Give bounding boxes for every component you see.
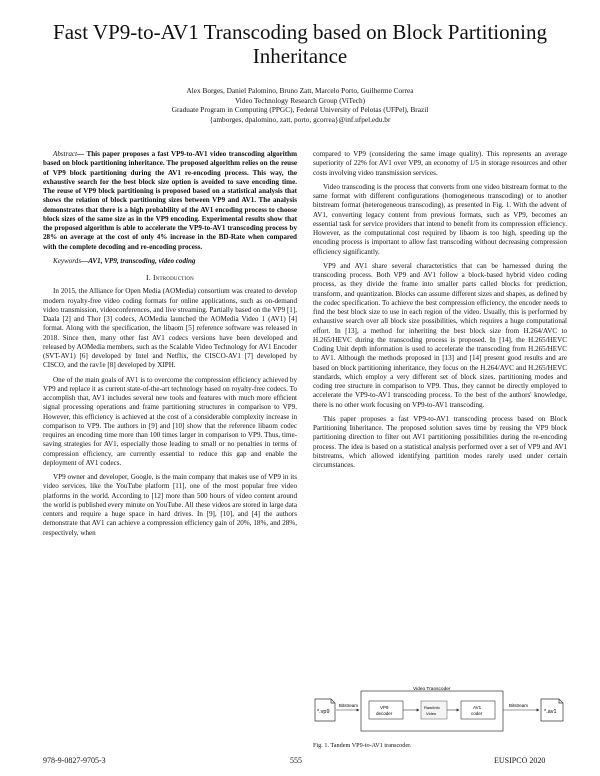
footer-isbn: 978-9-0827-9705-3: [43, 756, 106, 765]
figure-transcoder-diagram: [313, 685, 567, 737]
author-block: [60, 86, 540, 124]
transcoder-title: Video Transcoder: [413, 687, 451, 692]
section-number: I.: [146, 273, 151, 282]
paragraph: One of the main goals of AV1 is to overcome the compression efficiency achieved by VP9 and replace it as current state-of-the-art technology based on royalty-free codecs. To accomplish that, AV1 includes several new tools and features with much more efficient signal processing operations and frame partitioning structures in comparison to VP9. However, this efficiency is achieved at the cost of a considerable complexity increase in comparison to VP9. The authors in [9] and [10] show that the reference libaom codec requires an encoding time more than 100 times larger in comparison to VP9. Thus, time-saving strategies for AV1, especially those leading to small or no penalties in terms of compression efficiency, are currently essential to reduce this gap and enable the deployment of AV1 codecs.: [43, 375, 297, 467]
section-heading: [43, 273, 297, 282]
paper-title: Fast VP9-to-AV1 Transcoding based on Block Partitioning Inheritance: [53, 20, 547, 68]
paragraph: In 2015, the Alliance for Open Media (AOMedia) consortium was created to develop modern royalty-free video coding formats for online applications, such as on-demand video transmission, videoconferences, and live streaming. Partially based on the VP9 [1], Daala [2] and Thor [3] codecs, AOMedia launched the AOMedia Video 1 (AV1) [4] format. Along with the specification, the libaom [5] reference software was released in 2018. Since then, many other fast AV1 codecs versions have been developed and released by AOMedia members, such as the Scalable Video Technology for AV1 Encoder (SVT-AV1) [6] developed by Intel and Netflix, the CISCO-AV1 [7] developed by CISCO, and the rav1e [8] developed by XIPH.: [43, 287, 297, 370]
decoder-line1: VP9: [380, 705, 389, 710]
left-column: [43, 150, 297, 538]
research-group: Video Technology Research Group (ViTech): [234, 95, 366, 105]
abstract: [43, 150, 297, 252]
paragraph: compared to VP9 (considering the same image quality). This represents an average superiority of 22% for AV1 over VP9, an economy of 1/5 in storage resources and other costs involving video transmission services.: [313, 150, 567, 177]
figure-caption: Fig. 1. Tandem VP9-to-AV1 transcoder.: [313, 742, 412, 749]
encoder-line2: coder: [471, 711, 483, 716]
output-file-label: *.av1: [544, 709, 557, 715]
abstract-text: — This paper proposes a fast VP9-to-AV1 video transcoding algorithm based on block partitioning inheritance. The proposed algorithm relies on the reuse of VP9 block partitioning during the AV1 re-encoding process. This way, the exhaustive search for the best block size option is avoided to save encoding time. The reuse of VP9 block partitioning is proposed based on a statistical analysis that shows the relation of block partitioning sizes between VP9 and AV1. The analysis demonstrates that there is a high probability of the AV1 encoding process to choose block sizes of the same size as in the VP9 encoding. Experimental results show that the proposed algorithm is able to accelerate the VP9-to-AV1 transcoding process by 28% on average at the cost of only 4% increase in the BD-Rate when compared with the complete decoding and re-encoding process.: [43, 150, 297, 251]
vp9-decoder-box: [369, 701, 403, 719]
paragraph: Video transcoding is the process that converts from one video bitstream format to the same format with different configurations (homogeneous transcoding) or to another bitstream format (heterogeneous transcoding), as presented in Fig. 1. With the advent of AV1, converting legacy content from previous formats, such as VP9, becomes an essential task for service providers that intend to benefit from its compression efficiency. However, as the computational cost required by libaom is too high, speeding up the encoding process is important to allow fast transcoding without decreasing compression efficiency significantly.: [313, 182, 567, 256]
input-file-label: *.vp9: [317, 709, 330, 715]
keywords-lead: Keywords: [53, 256, 82, 265]
footer-page-number: 555: [290, 756, 302, 765]
affiliation: Graduate Program in Computing (PPGC), Federal University of Pelotas (UFPel), Brazil: [171, 105, 429, 115]
paragraph: This paper proposes a fast VP9-to-AV1 transcoding process based on Block Partitioning Inheritance. The proposed solution saves time by reusing the VP9 block partitioning direction to filter out AV1 partitioning possibilities during the re-encoding process. The idea is based on a statistical analysis performed over a set of VP9 and AV1 bitstreams, which allowed identifying partition modes rarely used under certain circumstances.: [313, 414, 567, 469]
transcoder-diagram: [313, 685, 567, 737]
encoder-line1: AV1: [473, 705, 482, 710]
right-column: [313, 150, 567, 470]
author-names: Alex Borges, Daniel Palomino, Bruno Zatt, Marcelo Porto, Guilherme Correa: [186, 86, 414, 95]
raw-video-box: [421, 701, 447, 719]
decoder-line2: decoder: [376, 711, 393, 716]
section-title: Introduction: [152, 273, 194, 282]
input-bitstream-label: Bitstream: [339, 703, 359, 708]
paragraph: VP9 owner and developer, Google, is the main company that makes use of VP9 in its video services, like the YouTube platform [11], one of the most popular free video platforms in the world. According to [12] more than 500 hours of video content around the world is published every minute on YouTube. All these videos are stored in large data centers and require a huge space in hard drives. In [9], [10], and [4] the authors demonstrate that AV1 can achieve a compression efficiency gain of 20%, 18%, and 28%, respectively, when: [43, 473, 297, 537]
abstract-lead: Abstract: [53, 150, 78, 158]
middle-line1: Raw/Info: [424, 705, 440, 710]
middle-line2: Video: [426, 711, 437, 716]
footer-conference: EUSIPCO 2020: [494, 756, 546, 765]
av1-encoder-box: [461, 701, 495, 719]
output-bitstream-label: Bitstream: [509, 703, 529, 708]
keywords-text: —AV1, VP9, transcoding, video coding: [81, 256, 196, 265]
keywords: [43, 257, 297, 266]
paragraph: VP9 and AV1 share several characteristics that can be harnessed during the transcoding process. Both VP9 and AV1 follow a block-based hybrid video coding process, as they divide the frame into smaller parts called blocks for prediction, transform, and quantization. Blocks can assume different sizes and shapes, as defined by the codec specification. To achieve the best compression efficiency, the encoder needs to find the best block size to use in each region of the video. Usually, this is performed by exhaustive search over all block size possibilities, which requires a huge computational effort. In [13], a method for inheriting the best block size from H.264/AVC to H.265/HEVC during the transcoding process is proposed. In [14], the H.265/HEVC Coding Unit depth information is used to accelerate the transcoding from H.265/HEVC to AV1. Although the methods proposed in [13] and [14] present good results and are based on block partitioning inheritance, they focus on the H.264/AVC and H.265/HEVC standards, which employ a very different set of block sizes, partitioning modes and coding tree structure in comparison to VP9. Thus, they cannot be directly employed to accelerate the VP9-to-AV1 transcoding process. To the best of the authors' knowledge, there is no other work focusing on VP9-to-AV1 transcoding.: [313, 261, 567, 409]
author-emails: {amborges, dpalomino, zatt, porto, gcorrea}@inf.ufpel.edu.br: [209, 114, 391, 124]
